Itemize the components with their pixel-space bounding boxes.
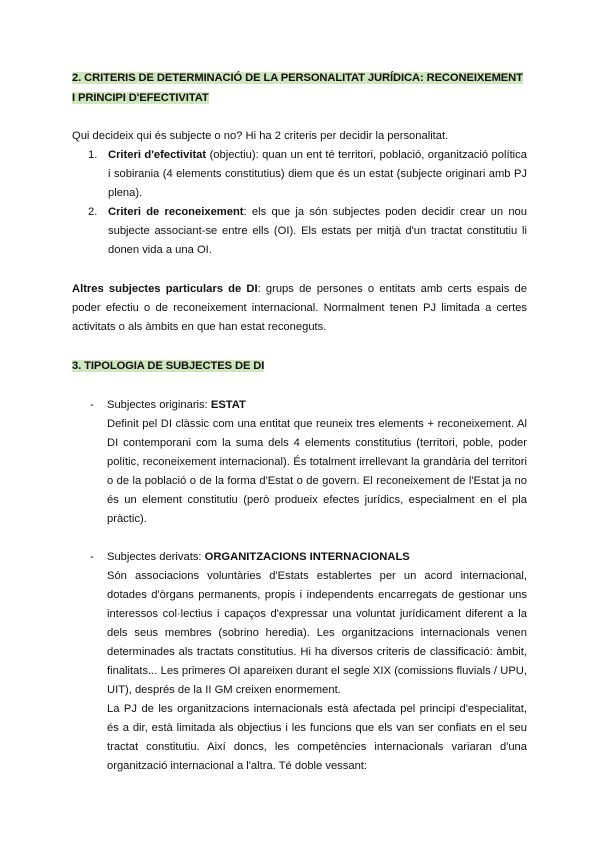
section-3-heading (72, 358, 527, 375)
subject-type-text (107, 548, 527, 776)
criterion-text (108, 203, 527, 260)
section-2-intro: Qui decideix qui és subjecte o no? Hi ha 2 criteris per decidir la personalitat. (72, 130, 449, 142)
bullet-dash: - (90, 551, 94, 563)
criterion-term: Criteri d'efectivitat (108, 149, 207, 161)
section-3-heading-text: 3. TIPOLOGIA DE SUBJECTES DE DI (72, 360, 265, 372)
subject-type-paragraph: La PJ de les organitzacions internacionals està afectada pel principi d'especialitat, és a dir, està limitada als objectius i les funcions que els van ser confiats en el seu tractat constitutiu. Així doncs, les competències internacionals variaran d'una organització internacional a l'altra. Té doble vessant: (107, 703, 527, 772)
section-2-heading (72, 70, 527, 107)
criterion-text (108, 146, 527, 203)
criterion-term: Criteri de reconeixement (108, 206, 244, 218)
other-subjects-paragraph (72, 280, 527, 337)
criterion-number: 1. (88, 149, 98, 161)
criterion-description: (objectiu): quan un ent té territori, població, organització política i sobirania (4 elements constitutius) diem que és un estat (subjecte originari amb PJ plena). (108, 149, 527, 199)
subject-type-paragraph: Definit pel DI clàssic com una entitat que reuneix tres elements + reconeixement. Al DI contemporani com la suma dels 4 elements constitutius (territori, poble, poder polític, reconeixement internacional). És totalment irrellevant la grandària del territori o de la població o de la forma d'Estat o de govern. El reconeixement de l'Estat ja no és un element constitutiu (però produeix efectes jurídics, especialment en el pla pràctic). (107, 418, 527, 525)
subject-type-paragraph: Són associacions voluntàries d'Estats establertes per un acord internacional, dotades d'òrgans permanents, propis i independents encarregats de gestionar uns interessos col·lectius i capaços d'expressar una voluntat jurídicament diferent a la dels seus membres (sobrino heredia). Les organitzacions internacionals venen determinades als tractats constitutius. Hi ha diversos criteris de classificació: àmbit, finalitats... Les primeres OI apareixen durant el segle XIX (comissions fluvials / UPU, UIT), després de la II GM creixen enormement. (107, 570, 527, 696)
criterion-description: : els que ja són subjectes poden decidir crear un nou subjecte associant-se entre ells (OI). Els estats per mitjà d'un tractat constitutiu li donen vida a una OI. (108, 206, 527, 256)
bullet-dash: - (90, 399, 94, 411)
section-2-heading-line-2: I PRINCIPI D'EFECTIVITAT (72, 92, 209, 104)
subject-type-label: Subjectes originaris: (107, 399, 211, 411)
subject-type-label-bold: ORGANITZACIONS INTERNACIONALS (204, 551, 410, 563)
criterion-number: 2. (88, 206, 98, 218)
subject-type-text (107, 396, 527, 529)
other-subjects-text: : grups de persones o entitats amb certs espais de poder efectiu o de reconeixement internacional. Normalment tenen PJ limitada a certes activitats o als àmbits en que han estat reconeguts. (72, 283, 528, 333)
other-subjects-term: Altres subjectes particulars de DI (72, 283, 258, 295)
subject-type-label: Subjectes derivats: (107, 551, 205, 563)
subject-type-label-bold: ESTAT (210, 399, 246, 411)
section-2-heading-line-1: 2. CRITERIS DE DETERMINACIÓ DE LA PERSONALITAT JURÍDICA: RECONEIXEMENT (72, 72, 523, 84)
